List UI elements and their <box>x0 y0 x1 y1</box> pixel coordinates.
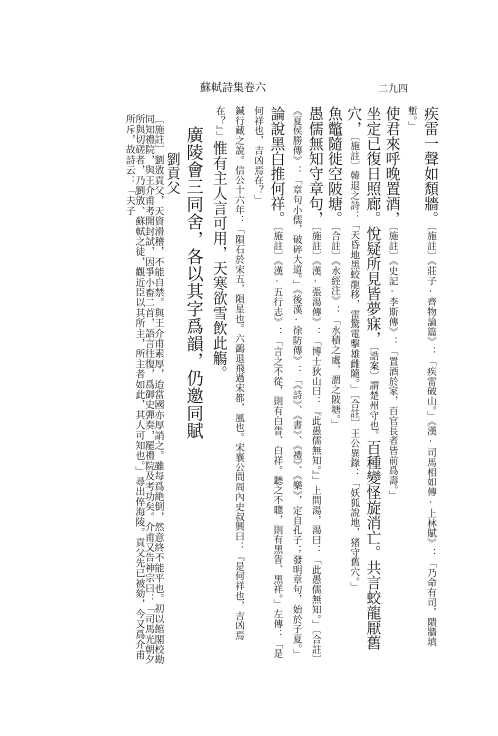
poem-author: 劉貢父 <box>164 152 181 196</box>
verse-text: 愚儒無知守章句， <box>306 106 324 226</box>
verse-text: 魚鼈隨徙空陂塘。 <box>325 106 343 226</box>
text-column <box>248 106 286 666</box>
verse-text: 使君來呼晚置酒， <box>383 106 401 226</box>
text-column <box>344 106 382 666</box>
verse-text: 惟有主人言可用，天寒欲雪飲此觴。 <box>210 140 228 381</box>
text-column <box>402 106 440 666</box>
commentary-note: 〔施註〕《莊子·齊物論篇》：「疾雷破山。」《漢·司馬相如傳·上林賦》：「乃命有司，隤牆填塹。」 <box>405 106 436 648</box>
verse-text: 百種變怪旋消亡。共言蛟龍厭舊穴， <box>345 106 382 651</box>
verse-text: 疾雷一聲如頽牆。 <box>422 106 439 226</box>
commentary-note: 鍼行藏之說。信公十六年：「隕石於宋五，隕星也。六鷁退飛過宋都，風也。宋襄公問周內史叔興曰：『是何祥也，吉凶焉在？』」 <box>213 106 244 641</box>
page-number: 二九四 <box>378 84 408 95</box>
commentary-note: 〔施註〕《史記·李斯傳》：「置酒於家，百官長者皆前爲壽。」 <box>386 226 398 501</box>
commentary-note: 〔施註〕《漢·五行志》：「言之不從，則有白眚、白祥。聽之不聰，則有黑眚、黑祥。」左傳：「是何祥也，吉凶焉在？」 <box>252 106 283 659</box>
commentary-note: 〔施註〕《漢·張湯傳》：「博士狄山曰：『此愚儒無知。』」上問湯，湯曰：「此愚儒無知。」〔合註〕《夏侯勝傳》：「章句小儒，破碎大道。」《後漢·徐防傳》：「《詩》、《書》、《禮》、《樂》，定自孔子；發明章句，始於子夏。」 <box>290 106 321 665</box>
commentary-note: 〔合註〕《水經注》：「水積之處，謂之陂塘。」 <box>328 226 340 430</box>
commentary-block: 〔施註〕劉攽貢父，天資滑稽，不能自禁。與王介甫素厚，迨當國亦厚誚之。雖每爲絶倒，然意終不能平也。初以館閣校勘同知禮院，與王介甫考開封試，因爭小畜二首，語言往復，爲御史彈奏，罷禮院及考功矣。介甫又告神宗曰：「司馬光朝夕所與切磋者，乃劉攽、蘇軾之徒，觀近臣以其所主，所主者如此，其人可知也。」尋出倅海陵。貢父先已被劾，今又爲介甫所斥，故詩云：「夫子 <box>123 114 164 665</box>
vertical-text-body <box>56 106 440 666</box>
book-title: 蘇軾詩集卷六 <box>200 81 266 94</box>
commentary-note: 〔誥案〕謂楚州守也。 <box>367 346 379 441</box>
verse-text: 論說黑白推何祥。 <box>268 106 286 226</box>
text-column <box>325 106 344 666</box>
text-column <box>286 106 324 666</box>
verse-text: 坐定已復日照廊。悅疑所見皆夢寐， <box>364 106 382 346</box>
poem-title: 廣陵會三同舍，各以其字爲韻，仍邀同賦 <box>182 126 203 440</box>
commentary-note: 〔施註〕韓退之詩：「天昏地黑蛟龍移，雷驚電擊雄雌隨。」〔合註〕王公異錄：「妖狐說地，猪守舊穴。」 <box>348 136 360 593</box>
text-column <box>382 106 401 666</box>
text-column <box>210 106 248 666</box>
